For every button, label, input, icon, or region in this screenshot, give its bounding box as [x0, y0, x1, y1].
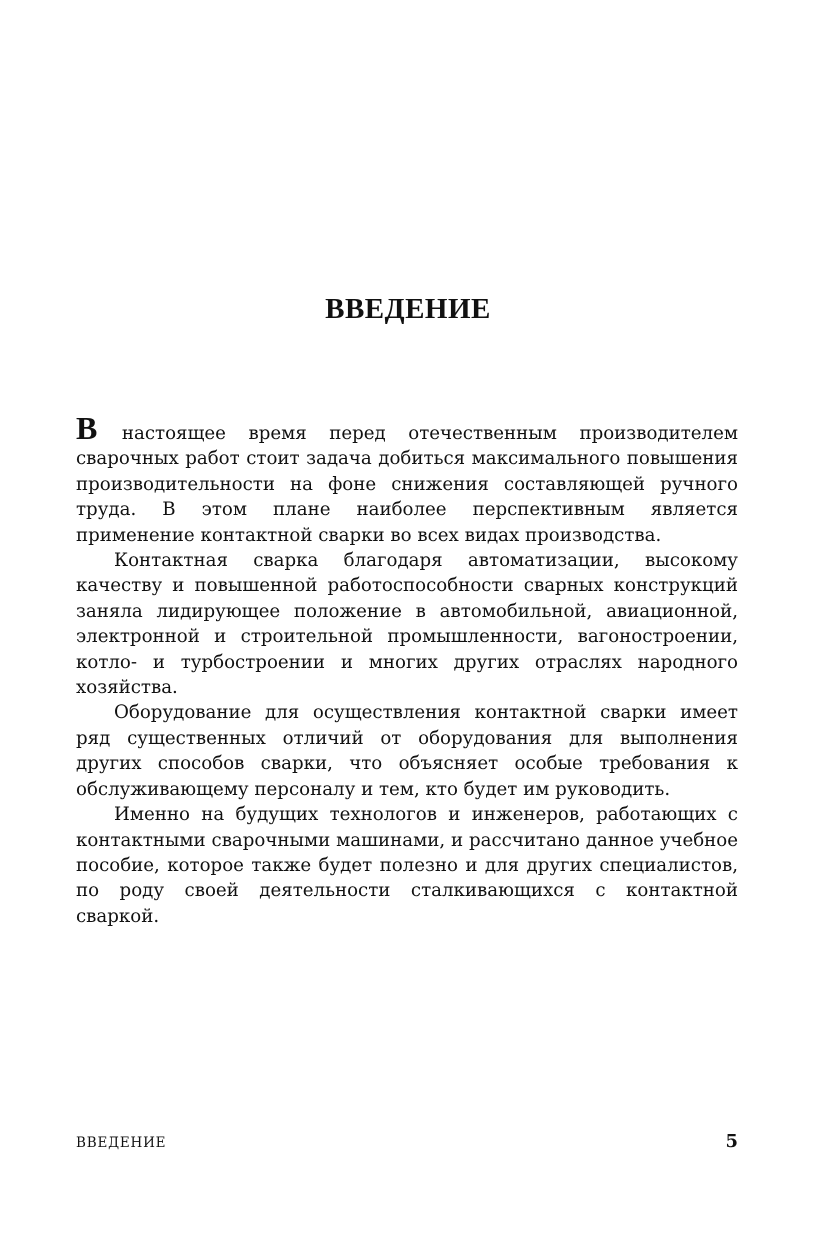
paragraph-3: Оборудование для осуществления контактной сварки имеет ряд существенных отличий от оборудования для выполнения других способов сварки, что объясняет особые требования к обслуживающему персоналу и тем, кто будет им руководить.	[76, 702, 738, 800]
chapter-body	[76, 410, 738, 929]
drop-cap: В	[76, 410, 98, 446]
page-number: 5	[725, 1131, 738, 1152]
running-footer: ВВЕДЕНИЕ	[76, 1135, 167, 1151]
paragraph-4: Именно на будущих технологов и инженеров, работающих с контактными сварочными машинами, и рассчитано данное учебное пособие, которое также будет полезно и для других специалистов, по роду своей деятельности сталкивающихся с контактной сваркой.	[76, 804, 738, 927]
paragraph-1-text: настоящее время перед отечественным производителем сварочных работ стоит задача добиться максимального повышения производительности на фоне снижения составляющей ручного труда. В этом плане наиболее перспективным является применение контактной сварки во всех видах производства.	[76, 423, 738, 546]
paragraph-1	[76, 410, 738, 548]
page-title: ВВЕДЕНИЕ	[325, 293, 491, 325]
paragraph-2: Контактная сварка благодаря автоматизации, высокому качеству и повышенной работоспособности сварных конструкций заняла лидирующее положение в автомобильной, авиационной, электронной и строительной промышленности, вагоностроении, котло- и турбостроении и многих других отраслях народного хозяйства.	[76, 550, 738, 699]
